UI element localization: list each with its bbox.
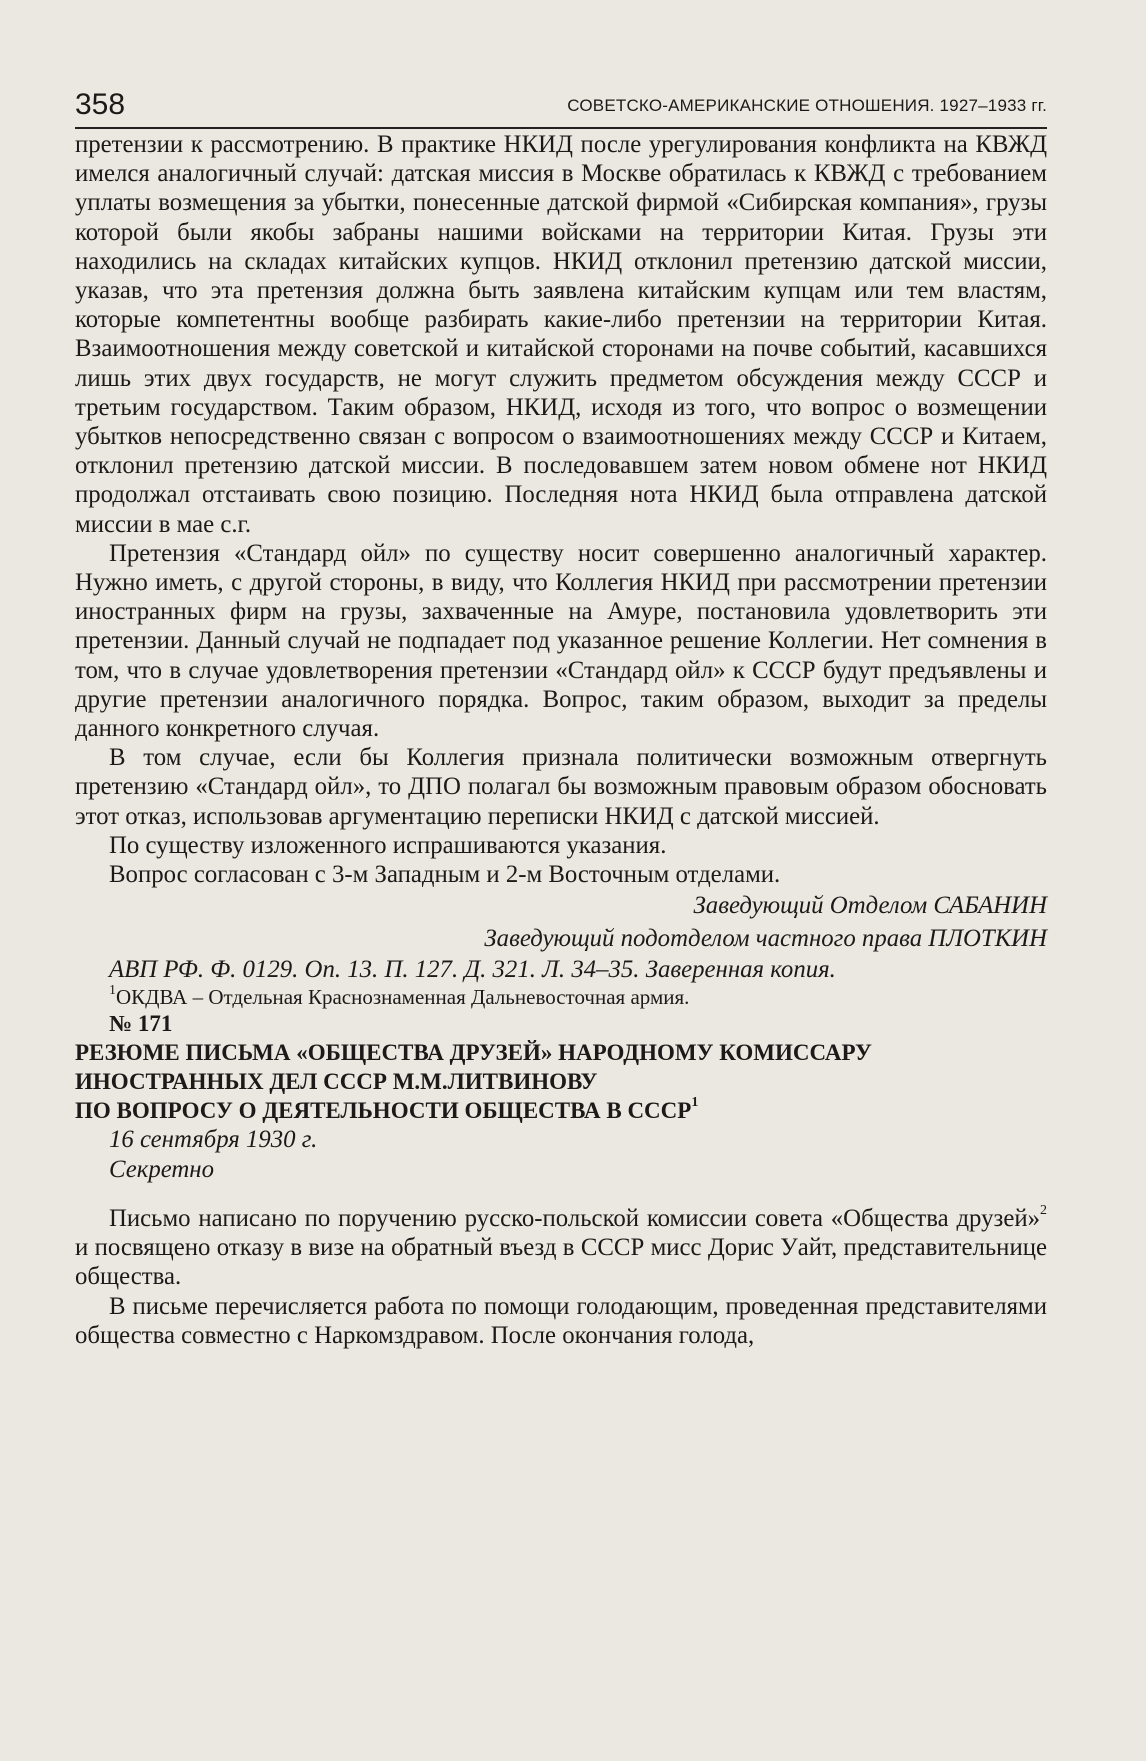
signature-plotkin: Заведующий подотделом частного права ПЛОТКИН [484, 925, 1047, 953]
document-title-line-2: ИНОСТРАННЫХ ДЕЛ СССР М.М.ЛИТВИНОВУ [75, 1069, 598, 1095]
page-header [75, 87, 1047, 129]
body-paragraph-3: В том случае, если бы Коллегия признала политически возможным отвергнуть претензию «Стандард ойл», то ДПО полагал бы возможным правовым образом обосновать этот отказ, использовав аргументацию переписки НКИД с датской миссией. [75, 744, 1047, 830]
document-number: № 171 [109, 1011, 173, 1037]
document-title [75, 1038, 1047, 1125]
body-paragraph-1: претензии к рассмотрению. В практике НКИД после урегулирования конфликта на КВЖД имелся аналогичный случай: датская миссия в Москве обратилась к КВЖД с требованием уплаты возмещения за убытки, понесенные датской фирмой «Сибирская компания», грузы которой были якобы забраны нашими войсками на территории Китая. Грузы эти находились на складах китайских купцов. НКИД отклонил претензию датской миссии, указав, что эта претензия должна быть заявлена китайским купцам или тем властям, которые компетентны вообще разбирать какие-либо претензии на территории Китая. Взаимоотношения между советской и китайской сторонами на почве событий, касавшихся лишь этих двух государств, не могут служить предметом обсуждения между СССР и третьим государством. Таким образом, НКИД, исходя из того, что вопрос о возмещении убытков непосредственно связан с вопросом о взаимоотношениях между СССР и Китаем, отклонил претензию датской миссии. В последовавшем затем новом обмене нот НКИД продолжал отстаивать свою позицию. Последняя нота НКИД была отправлена датской миссии в мае с.г. [75, 131, 1047, 538]
page-content [75, 130, 1047, 1350]
document-date: 16 сентября 1930 г. [109, 1126, 318, 1154]
signature-block [75, 889, 1047, 955]
body-paragraph-4: По существу изложенного испрашиваются указания. [109, 831, 667, 859]
footnote-mark: 1 [109, 983, 116, 999]
signature-sabanin: Заведующий Отделом САБАНИН [693, 892, 1047, 920]
running-title: СОВЕТСКО-АМЕРИКАНСКИЕ ОТНОШЕНИЯ. 1927–1933 гг. [567, 96, 1047, 115]
document-paragraph-2: В письме перечисляется работа по помощи голодающим, проведенная представителями общества совместно с Наркомздравом. После окончания голода, [75, 1292, 1047, 1349]
spacer [75, 1184, 1047, 1204]
body-paragraph-2: Претензия «Стандард ойл» по существу носит совершенно аналогичный характер. Нужно иметь, с другой стороны, в виду, что Коллегия НКИД при рассмотрении претензии иностранных фирм на грузы, захваченные на Амуре, постановила удовлетворить эти претензии. Данный случай не подпадает под указанное решение Коллегии. Нет сомнения в том, что в случае удовлетворения претензии «Стандард ойл» к СССР будут предъявлены и другие претензии аналогичного порядка. Вопрос, таким образом, выходит за пределы данного конкретного случая. [75, 539, 1047, 743]
footnote [75, 984, 1047, 1010]
document-paragraph-1-part-1: Письмо написано по поручению русско-польской комиссии совета «Общества друзей» [109, 1204, 1040, 1232]
document-title-line-1: РЕЗЮМЕ ПИСЬМА «ОБЩЕСТВА ДРУЗЕЙ» НАРОДНОМУ КОМИССАРУ [75, 1040, 872, 1066]
body-paragraph-5: Вопрос согласован с 3-м Западным и 2-м Восточным отделами. [109, 861, 781, 889]
document-paragraph-1 [75, 1204, 1047, 1292]
footnote-text: ОКДВА – Отдельная Краснознаменная Дальневосточная армия. [116, 985, 690, 1010]
document-paragraph-1-part-2: и посвящено отказу в визе на обратный въезд в СССР мисс Дорис Уайт, представительнице общества. [75, 1234, 1047, 1291]
archive-source: АВП РФ. Ф. 0129. Оп. 13. П. 127. Д. 321. Л. 34–35. Заверенная копия. [109, 956, 836, 984]
document-classification: Секретно [109, 1155, 214, 1183]
title-footnote-mark: 1 [691, 1095, 699, 1111]
page-number: 358 [75, 88, 126, 121]
document-title-line-3: ПО ВОПРОСУ О ДЕЯТЕЛЬНОСТИ ОБЩЕСТВА В СССР [75, 1098, 692, 1124]
paragraph-footnote-mark: 2 [1040, 1202, 1047, 1218]
